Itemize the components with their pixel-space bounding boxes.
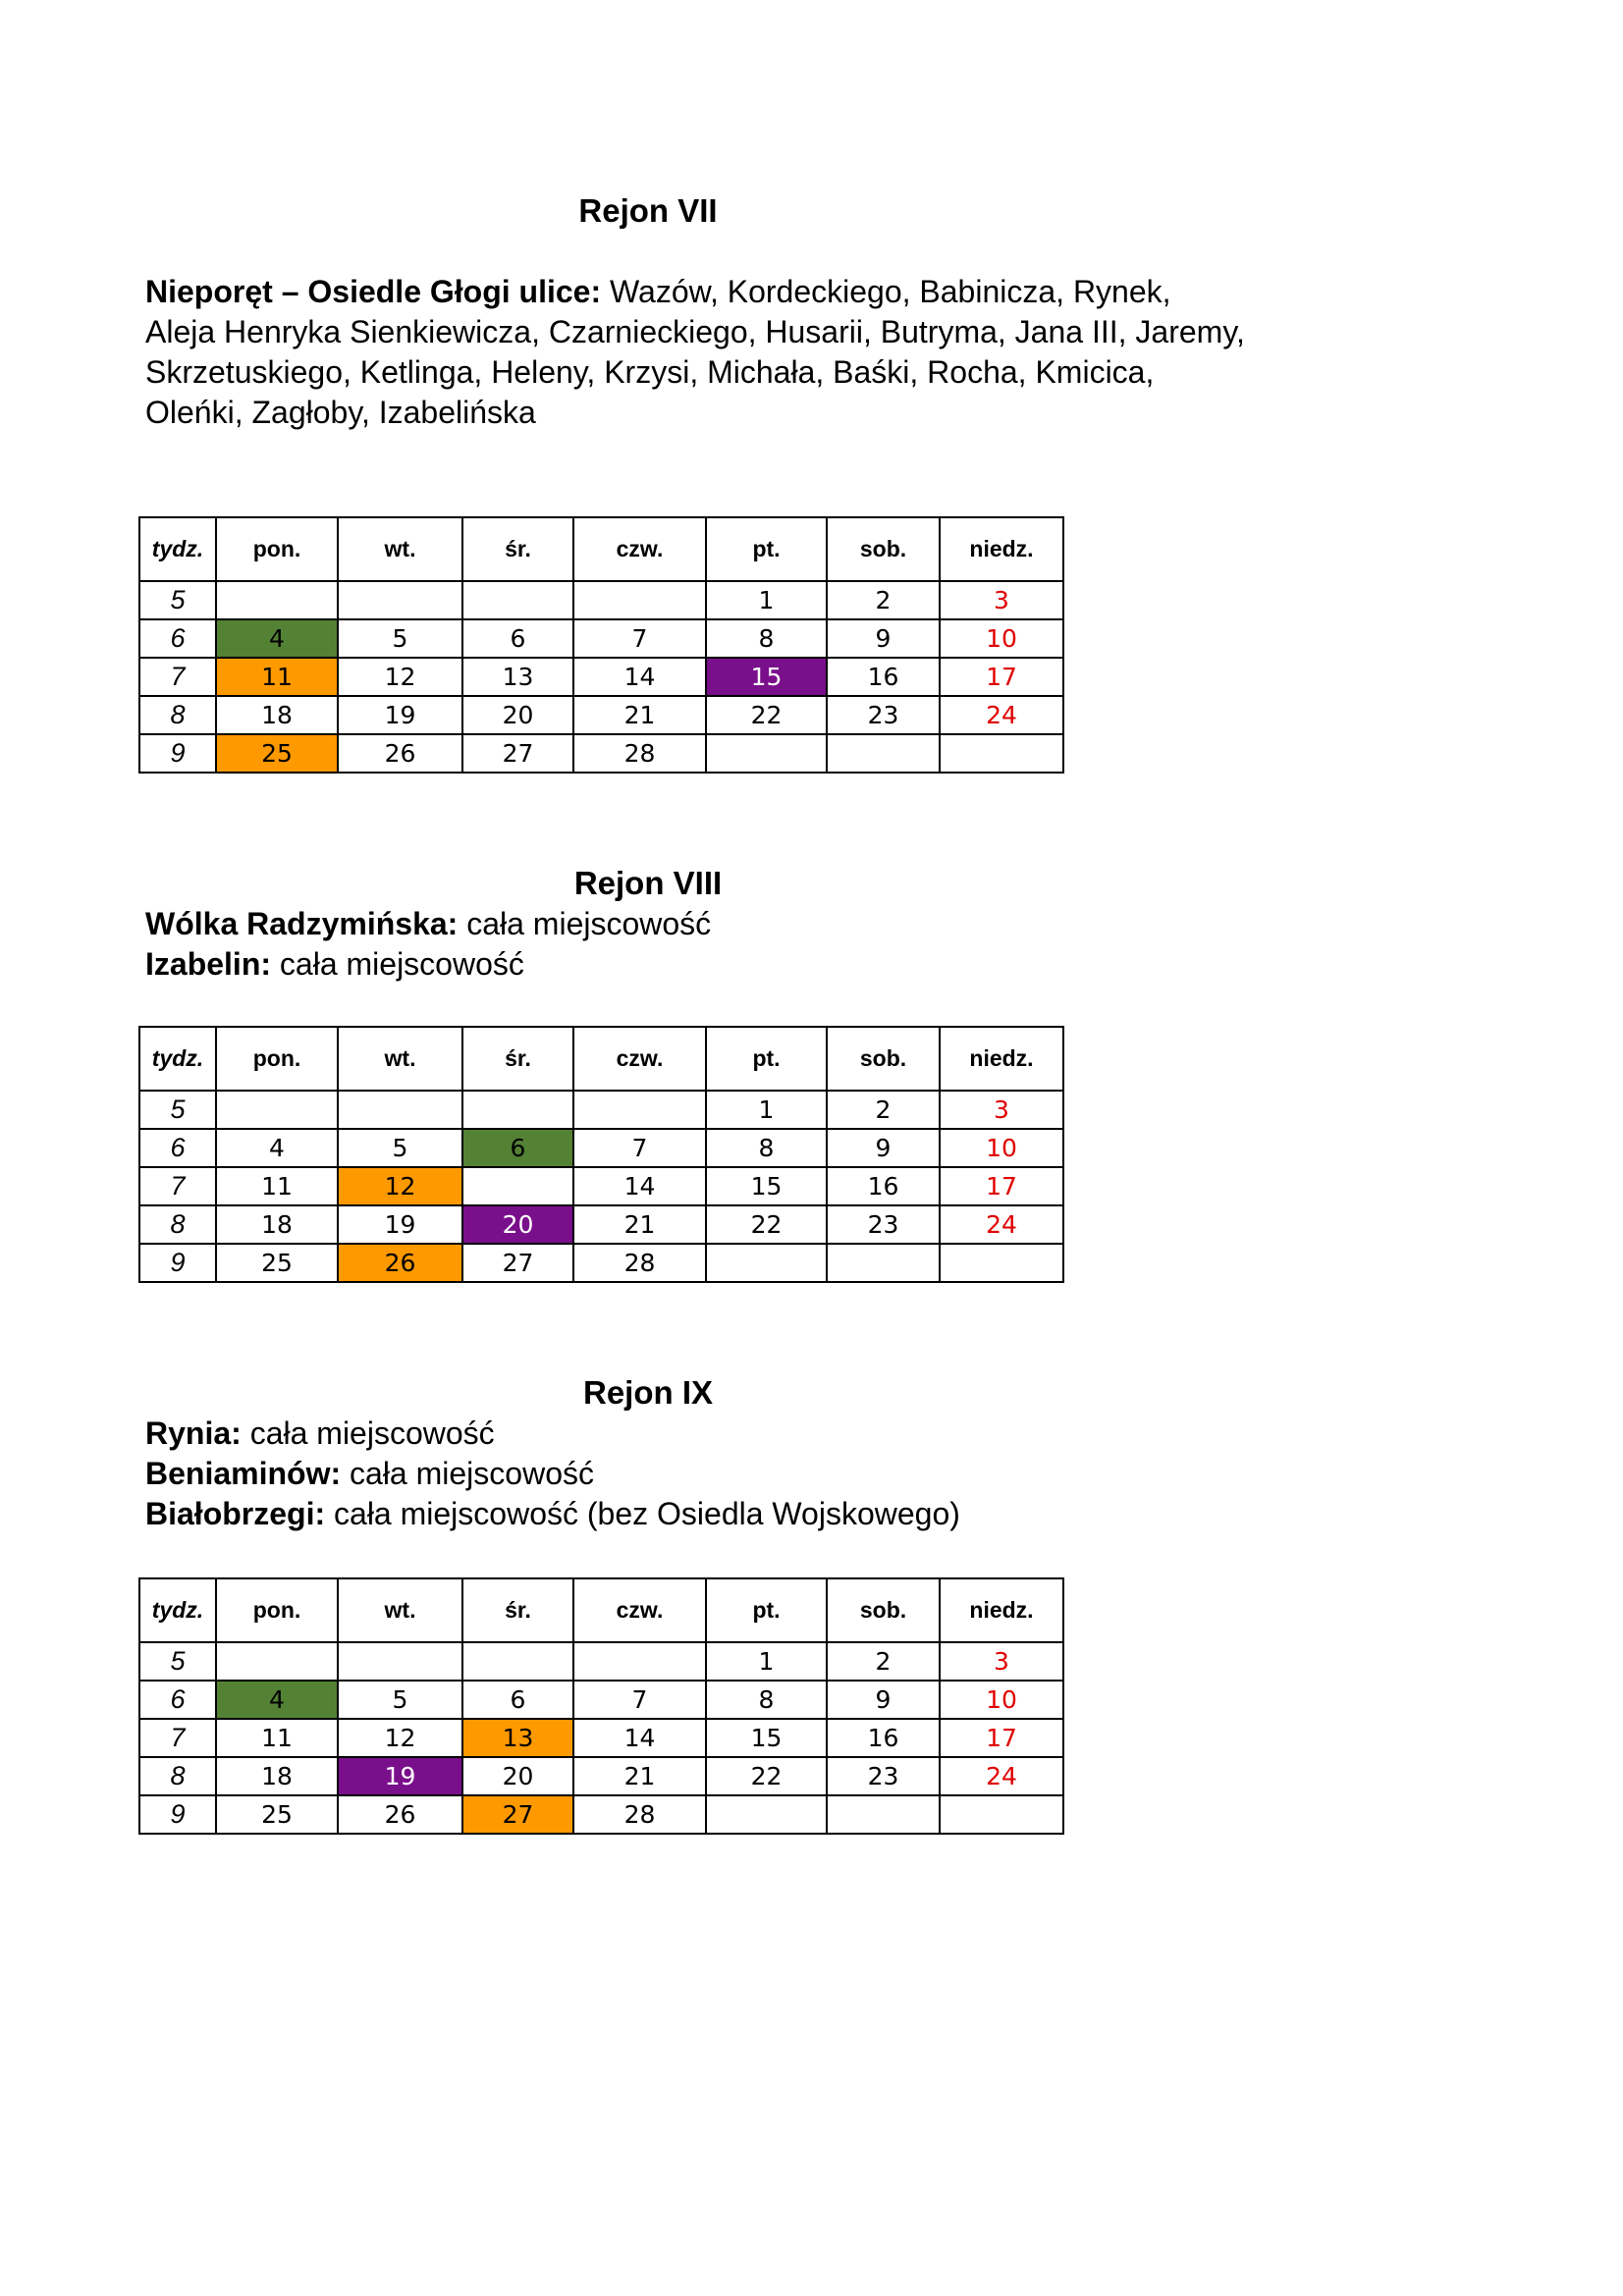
day-cell: [462, 1642, 573, 1681]
day-cell: 7: [573, 619, 706, 658]
collection-day-cell: 25: [216, 734, 338, 773]
column-header: śr.: [462, 1578, 573, 1642]
day-cell: [338, 581, 462, 619]
week-number: 7: [139, 1719, 216, 1757]
day-cell: 16: [827, 1719, 940, 1757]
day-cell: 19: [338, 1205, 462, 1244]
column-header: pt.: [706, 1578, 827, 1642]
day-cell: 28: [573, 734, 706, 773]
day-cell: 1: [706, 1642, 827, 1681]
place-name: Beniaminów:: [145, 1456, 342, 1491]
day-cell: [573, 1642, 706, 1681]
day-cell: 3: [940, 1091, 1063, 1129]
day-cell: 14: [573, 658, 706, 696]
collection-day-cell: 26: [338, 1244, 462, 1282]
place-details: Wazów, Kordeckiego, Babinicza, Rynek, Aleja Henryka Sienkiewicza, Czarnieckiego, Husarii, Butryma, Jana III, Jaremy, Skrzetuskiego, Ketlinga, Heleny, Krzysi, Michała, Baśki, Rocha, Kmicica, Oleńki, Zagłoby, Izabelińska: [145, 274, 1245, 430]
day-cell: [827, 1795, 940, 1834]
day-cell: 5: [338, 1681, 462, 1719]
column-header: sob.: [827, 1027, 940, 1091]
day-cell: 25: [216, 1244, 338, 1282]
table-row: [139, 1129, 1063, 1167]
day-cell: 25: [216, 1795, 338, 1834]
day-cell: 2: [827, 581, 940, 619]
section-title: Rejon IX: [582, 1374, 714, 1411]
header-row: [139, 1578, 1063, 1642]
collection-day-cell: 13: [462, 1719, 573, 1757]
day-cell: 9: [827, 1681, 940, 1719]
day-cell: 26: [338, 1795, 462, 1834]
week-number: 9: [139, 1795, 216, 1834]
column-header: pon.: [216, 1027, 338, 1091]
day-cell: 16: [827, 658, 940, 696]
schedule-table: [138, 1026, 1064, 1283]
section-title: Rejon VII: [578, 192, 718, 229]
collection-day-cell: 11: [216, 658, 338, 696]
day-cell: 23: [827, 1205, 940, 1244]
week-number: 6: [139, 619, 216, 658]
day-cell: 24: [940, 1757, 1063, 1795]
day-cell: [940, 1795, 1063, 1834]
table-row: [139, 581, 1063, 619]
place-details: cała miejscowość: [241, 1415, 495, 1451]
table-row: [139, 1681, 1063, 1719]
week-number: 7: [139, 658, 216, 696]
column-header: pon.: [216, 1578, 338, 1642]
day-cell: 20: [462, 696, 573, 734]
day-cell: 24: [940, 1205, 1063, 1244]
place-name: Nieporęt – Osiedle Głogi ulice:: [145, 274, 602, 309]
day-cell: [573, 581, 706, 619]
day-cell: 27: [462, 734, 573, 773]
day-cell: 1: [706, 581, 827, 619]
description-line: [145, 904, 1245, 944]
schedule-table: [138, 1577, 1064, 1835]
week-number: 8: [139, 696, 216, 734]
table-row: [139, 1205, 1063, 1244]
description-line: [145, 1414, 1245, 1454]
schedule-table: [138, 516, 1064, 774]
column-header: czw.: [573, 517, 706, 581]
column-header: pon.: [216, 517, 338, 581]
week-number: 5: [139, 581, 216, 619]
collection-day-cell: 6: [462, 1129, 573, 1167]
day-cell: 1: [706, 1091, 827, 1129]
day-cell: 20: [462, 1757, 573, 1795]
column-header: tydz.: [139, 1578, 216, 1642]
day-cell: [706, 1244, 827, 1282]
day-cell: 11: [216, 1719, 338, 1757]
day-cell: 8: [706, 1681, 827, 1719]
header-row: [139, 1027, 1063, 1091]
day-cell: 17: [940, 1719, 1063, 1757]
day-cell: 27: [462, 1244, 573, 1282]
place-name: Wólka Radzymińska:: [145, 906, 459, 941]
day-cell: 17: [940, 658, 1063, 696]
table-row: [139, 1795, 1063, 1834]
description-line: [145, 272, 1245, 433]
day-cell: 9: [827, 619, 940, 658]
day-cell: 12: [338, 658, 462, 696]
description-line: [145, 944, 1245, 985]
section-description: [145, 904, 1245, 985]
day-cell: [940, 1244, 1063, 1282]
collection-day-cell: 27: [462, 1795, 573, 1834]
day-cell: [940, 734, 1063, 773]
description-line: [145, 1454, 1245, 1494]
column-header: tydz.: [139, 517, 216, 581]
day-cell: 14: [573, 1167, 706, 1205]
table-row: [139, 1167, 1063, 1205]
day-cell: 18: [216, 1757, 338, 1795]
table-row: [139, 734, 1063, 773]
column-header: wt.: [338, 1578, 462, 1642]
table-row: [139, 1642, 1063, 1681]
day-cell: [573, 1091, 706, 1129]
column-header: wt.: [338, 1027, 462, 1091]
week-number: 9: [139, 734, 216, 773]
day-cell: [216, 581, 338, 619]
day-cell: 10: [940, 1681, 1063, 1719]
column-header: pt.: [706, 517, 827, 581]
column-header: wt.: [338, 517, 462, 581]
section-description: [145, 1414, 1245, 1534]
table-row: [139, 1719, 1063, 1757]
day-cell: 22: [706, 1205, 827, 1244]
table-row: [139, 619, 1063, 658]
day-cell: 24: [940, 696, 1063, 734]
day-cell: 28: [573, 1795, 706, 1834]
day-cell: 7: [573, 1129, 706, 1167]
table-row: [139, 1757, 1063, 1795]
section-description: [145, 272, 1245, 433]
day-cell: 21: [573, 696, 706, 734]
day-cell: [338, 1642, 462, 1681]
day-cell: 26: [338, 734, 462, 773]
day-cell: 4: [216, 1129, 338, 1167]
day-cell: 14: [573, 1719, 706, 1757]
table-row: [139, 1091, 1063, 1129]
day-cell: [338, 1091, 462, 1129]
table-row: [139, 658, 1063, 696]
day-cell: 10: [940, 619, 1063, 658]
week-number: 9: [139, 1244, 216, 1282]
day-cell: 18: [216, 1205, 338, 1244]
place-details: cała miejscowość: [271, 946, 524, 982]
day-cell: 22: [706, 1757, 827, 1795]
column-header: śr.: [462, 1027, 573, 1091]
week-number: 6: [139, 1129, 216, 1167]
place-name: Rynia:: [145, 1415, 242, 1451]
day-cell: 2: [827, 1642, 940, 1681]
day-cell: 3: [940, 1642, 1063, 1681]
day-cell: 8: [706, 619, 827, 658]
day-cell: 18: [216, 696, 338, 734]
collection-day-cell: 20: [462, 1205, 573, 1244]
day-cell: 5: [338, 619, 462, 658]
week-number: 5: [139, 1091, 216, 1129]
day-cell: [827, 734, 940, 773]
column-header: śr.: [462, 517, 573, 581]
day-cell: [462, 581, 573, 619]
day-cell: 23: [827, 1757, 940, 1795]
description-line: [145, 1494, 1245, 1534]
day-cell: [216, 1642, 338, 1681]
day-cell: 11: [216, 1167, 338, 1205]
section-title: Rejon VIII: [573, 865, 723, 901]
week-number: 5: [139, 1642, 216, 1681]
column-header: niedz.: [940, 1578, 1063, 1642]
day-cell: 6: [462, 619, 573, 658]
week-number: 8: [139, 1757, 216, 1795]
day-cell: 10: [940, 1129, 1063, 1167]
column-header: sob.: [827, 1578, 940, 1642]
collection-day-cell: 12: [338, 1167, 462, 1205]
table-row: [139, 1244, 1063, 1282]
day-cell: [216, 1091, 338, 1129]
day-cell: 2: [827, 1091, 940, 1129]
day-cell: 21: [573, 1205, 706, 1244]
column-header: czw.: [573, 1027, 706, 1091]
day-cell: 15: [706, 1167, 827, 1205]
day-cell: 6: [462, 1681, 573, 1719]
day-cell: 8: [706, 1129, 827, 1167]
day-cell: 17: [940, 1167, 1063, 1205]
day-cell: 3: [940, 581, 1063, 619]
day-cell: 7: [573, 1681, 706, 1719]
day-cell: 12: [338, 1719, 462, 1757]
column-header: czw.: [573, 1578, 706, 1642]
day-cell: 22: [706, 696, 827, 734]
day-cell: [706, 1795, 827, 1834]
place-name: Białobrzegi:: [145, 1496, 326, 1531]
place-details: cała miejscowość: [341, 1456, 594, 1491]
place-name: Izabelin:: [145, 946, 272, 982]
day-cell: 16: [827, 1167, 940, 1205]
day-cell: [827, 1244, 940, 1282]
day-cell: 5: [338, 1129, 462, 1167]
collection-day-cell: 19: [338, 1757, 462, 1795]
column-header: pt.: [706, 1027, 827, 1091]
collection-day-cell: 4: [216, 619, 338, 658]
day-cell: 21: [573, 1757, 706, 1795]
place-details: cała miejscowość (bez Osiedla Wojskowego): [325, 1496, 960, 1531]
day-cell: 9: [827, 1129, 940, 1167]
day-cell: 19: [338, 696, 462, 734]
week-number: 7: [139, 1167, 216, 1205]
week-number: 6: [139, 1681, 216, 1719]
day-cell: 13: [462, 658, 573, 696]
day-cell: 15: [706, 1719, 827, 1757]
table-row: [139, 696, 1063, 734]
place-details: cała miejscowość: [458, 906, 712, 941]
header-row: [139, 517, 1063, 581]
day-cell: 28: [573, 1244, 706, 1282]
collection-day-cell: 15: [706, 658, 827, 696]
column-header: niedz.: [940, 1027, 1063, 1091]
column-header: tydz.: [139, 1027, 216, 1091]
day-cell: [462, 1167, 573, 1205]
column-header: niedz.: [940, 517, 1063, 581]
day-cell: 23: [827, 696, 940, 734]
day-cell: [706, 734, 827, 773]
day-cell: [462, 1091, 573, 1129]
collection-day-cell: 4: [216, 1681, 338, 1719]
column-header: sob.: [827, 517, 940, 581]
week-number: 8: [139, 1205, 216, 1244]
